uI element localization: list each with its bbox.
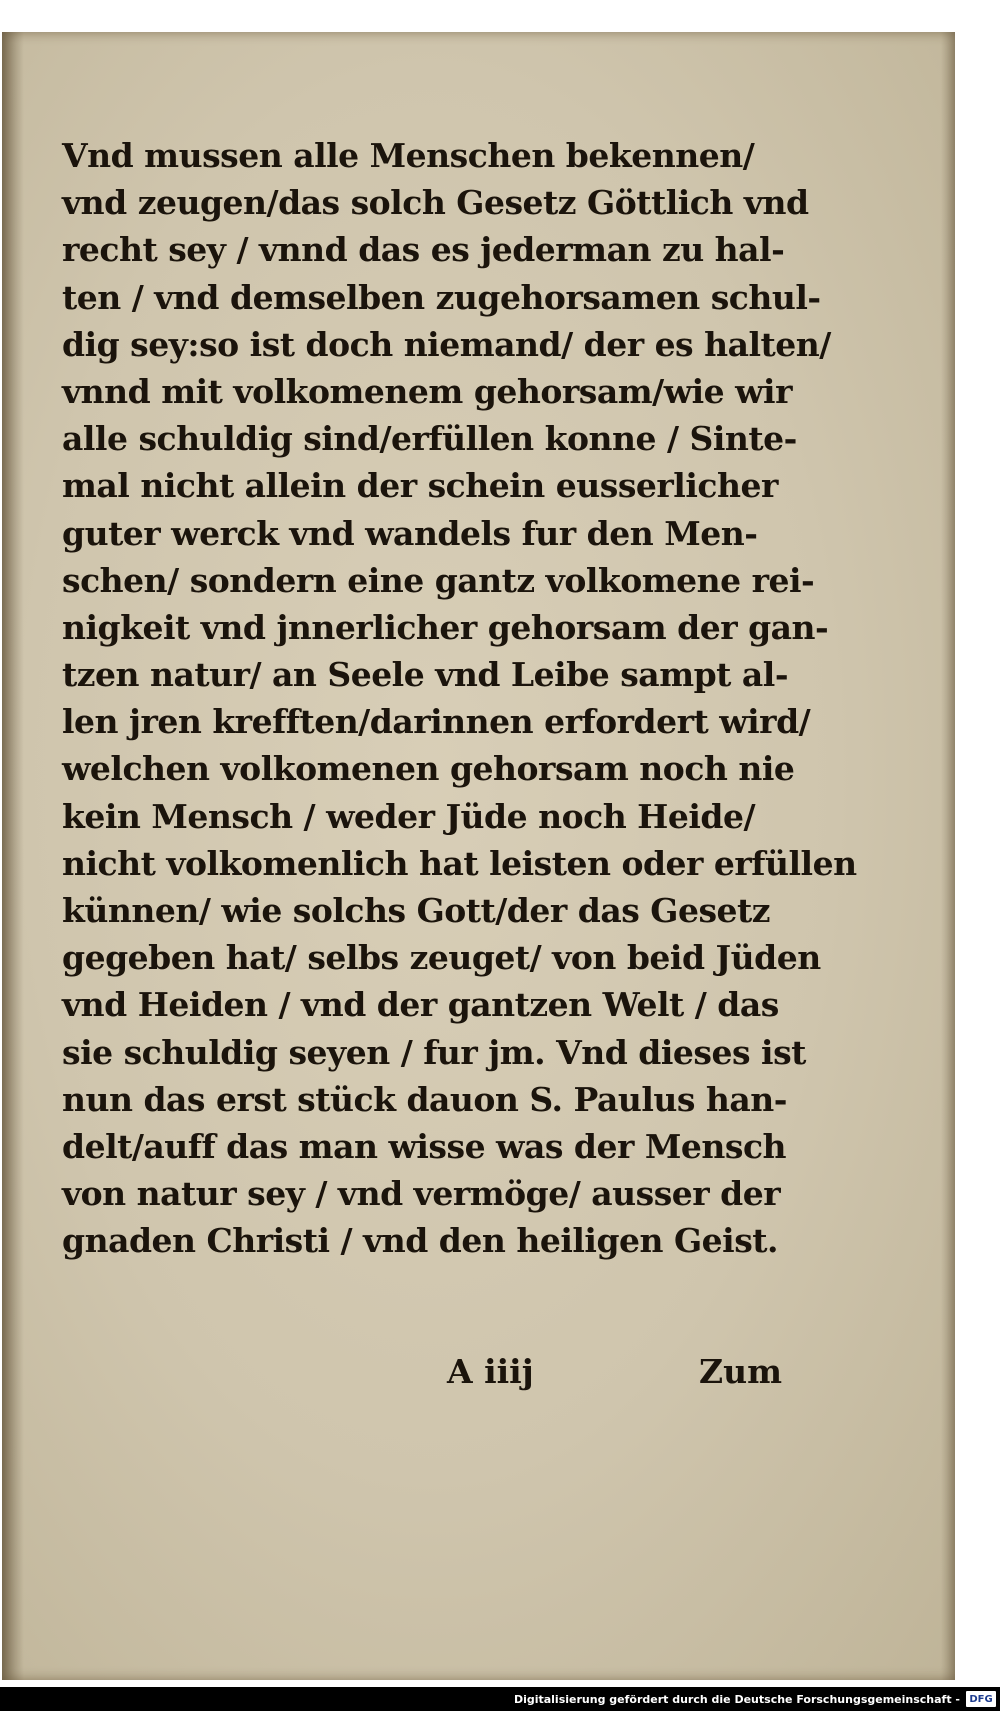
- text-line: mal nicht allein der schein eusserlicher: [62, 466, 778, 506]
- text-line: künnen/ wie solchs Gott/der das Gesetz: [62, 891, 771, 930]
- spine-shadow: [2, 32, 24, 1680]
- text-line: delt/auff das man wisse was der Mensch: [62, 1126, 787, 1166]
- text-line: gnaden Christi / vnd den heiligen Geist.: [62, 1221, 779, 1261]
- text-line: welchen volkomenen gehorsam noch nie: [62, 749, 795, 789]
- page-edge: [941, 32, 955, 1680]
- dfg-logo-icon: DFG: [966, 1691, 996, 1707]
- body-text: [62, 132, 857, 1265]
- text-line: nicht volkomenlich hat leisten oder erfüllen: [62, 843, 857, 883]
- book-page: [2, 32, 955, 1680]
- funding-credit: Digitalisierung gefördert durch die Deutsche Forschungsgemeinschaft -: [513, 1692, 960, 1706]
- text-line: dig sey:so ist doch niemand/ der es halten/: [62, 324, 831, 364]
- text-line: gegeben hat/ selbs zeuget/ von beid Jüden: [62, 938, 821, 978]
- signature-line: [62, 1352, 782, 1400]
- text-line: guter werck vnd wandels fur den Men-: [62, 513, 758, 553]
- text-line: alle schuldig sind/erfüllen konne / Sinte-: [62, 419, 797, 459]
- text-line: vnd zeugen/das solch Gesetz Göttlich vnd: [62, 183, 809, 223]
- text-line: sie schuldig seyen / fur jm. Vnd dieses ist: [62, 1032, 806, 1072]
- digitization-footer: [0, 1687, 1000, 1711]
- text-line: schen/ sondern eine gantz volkomene rei-: [62, 560, 815, 600]
- signature-mark: A iiij: [447, 1352, 534, 1391]
- text-line: len jren krefften/darinnen erfordert wird/: [62, 702, 811, 742]
- text-line: recht sey / vnnd das es jederman zu hal-: [62, 230, 785, 270]
- text-line: kein Mensch / weder Jüde noch Heide/: [62, 796, 756, 836]
- text-line: tzen natur/ an Seele vnd Leibe sampt al-: [62, 655, 789, 695]
- text-line: nun das erst stück dauon S. Paulus han-: [62, 1079, 787, 1119]
- text-line: nigkeit vnd jnnerlicher gehorsam der gan-: [62, 607, 829, 647]
- text-line: vnnd mit volkomenem gehorsam/wie wir: [62, 371, 792, 411]
- text-line: vnd Heiden / vnd der gantzen Welt / das: [62, 985, 779, 1025]
- text-line: von natur sey / vnd vermöge/ ausser der: [62, 1174, 781, 1214]
- text-line: Vnd mussen alle Menschen bekennen/: [62, 136, 755, 175]
- text-line: ten / vnd demselben zugehorsamen schul-: [62, 277, 821, 317]
- catchword: Zum: [699, 1352, 782, 1391]
